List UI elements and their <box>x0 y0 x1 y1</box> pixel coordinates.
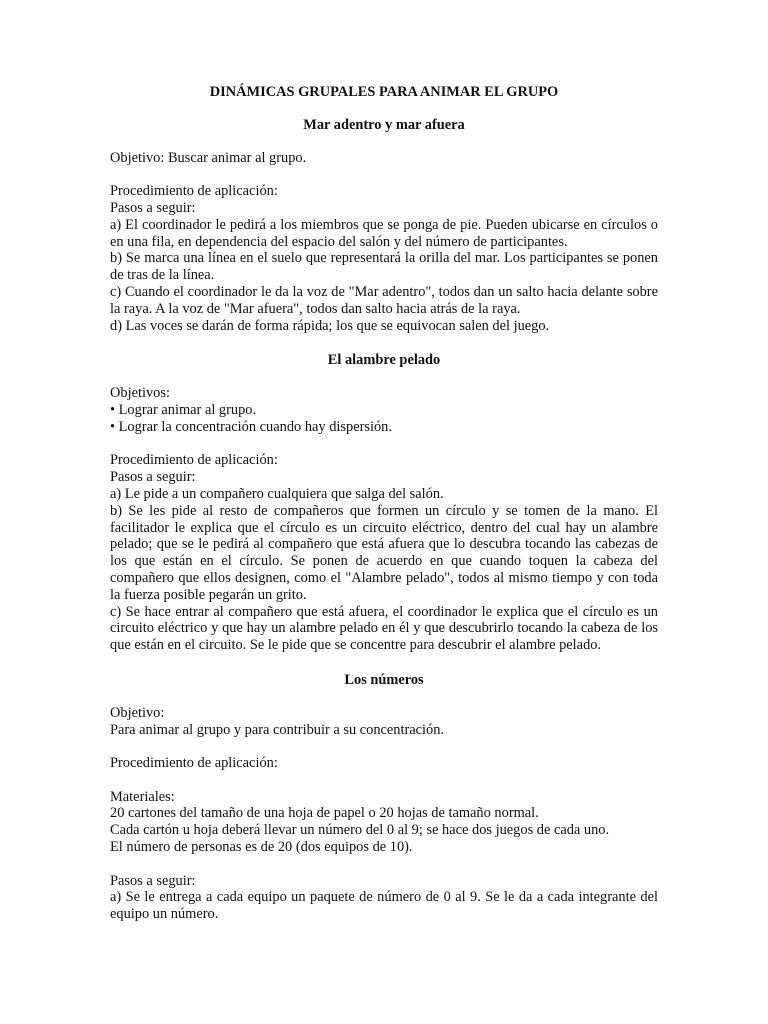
spacer <box>110 772 658 789</box>
spacer <box>110 856 658 873</box>
material-item: Cada cartón u hoja deberá llevar un número del 0 al 9; se hace dos juegos de cada uno. <box>110 822 610 839</box>
objective-bullet: • Lograr animar al grupo. <box>110 402 658 419</box>
objective-text: Objetivo: Buscar animar al grupo. <box>110 149 307 166</box>
material-item: 20 cartones del tamaño de una hoja de papel o 20 hojas de tamaño normal. <box>110 805 539 822</box>
material-item: El número de personas es de 20 (dos equipos de 10). <box>110 839 413 856</box>
step-item: d) Las voces se darán de forma rápida; los que se equivocan salen del juego. <box>110 317 550 334</box>
spacer <box>110 166 658 183</box>
materials-label: Materiales: <box>110 788 175 805</box>
document-title: DINÁMICAS GRUPALES PARA ANIMAR EL GRUPO <box>209 84 559 100</box>
step-item: a) El coordinador le pedirá a los miembros que se ponga de pie. Pueden ubicarse en círculos o en una fila, en dependencia del espacio del salón y del número de participantes. <box>110 216 658 250</box>
steps-label: Pasos a seguir: <box>110 469 196 486</box>
objective-text: Para animar al grupo y para contribuir a su concentración. <box>110 721 445 738</box>
step-item: c) Cuando el coordinador le da la voz de "Mar adentro", todos dan un salto hacia delante sobre la raya. A la voz de "Mar afuera", todos dan salto hacia atrás de la raya. <box>110 283 658 317</box>
step-item: c) Se hace entrar al compañero que está afuera, el coordinador le explica que el círculo es un circuito eléctrico y que hay un alambre pelado en él y que descubrirlo tocando la cabeza de los que están en el circuito. Se le pide que se concentre para descubrir el alambre pelado. <box>110 603 658 654</box>
section-heading: Mar adentro y mar afuera <box>303 116 465 133</box>
objective-bullet: • Lograr la concentración cuando hay dispersión. <box>110 419 658 436</box>
step-item: a) Le pide a un compañero cualquiera que salga del salón. <box>110 485 444 502</box>
document-body <box>110 84 658 923</box>
step-item: b) Se marca una línea en el suelo que representará la orilla del mar. Los participantes se ponen de tras de la línea. <box>110 250 658 284</box>
procedure-label: Procedimiento de aplicación: <box>110 755 278 772</box>
steps-label: Pasos a seguir: <box>110 872 196 889</box>
step-item: a) Se le entrega a cada equipo un paquete de número de 0 al 9. Se le da a cada integrante del equipo un número. <box>110 889 658 923</box>
section-heading: Los números <box>344 671 424 688</box>
spacer <box>110 738 658 755</box>
section-heading: El alambre pelado <box>327 352 441 369</box>
step-item: b) Se les pide al resto de compañeros que formen un círculo y se tomen de la mano. El facilitador le explica que el círculo es un circuito eléctrico, dentro del cual hay un alambre pelado; que se le pedirá al compañero que está afuera que lo descubra tocando las cabezas de los que están en el círculo. Se ponen de acuerdo en que cuando toquen la cabeza del compañero que ellos designen, como el "Alambre pelado", todos al mismo tiempo y con toda la fuerza posible pegarán un grito. <box>110 502 658 603</box>
objective-label: Objetivo: <box>110 704 165 721</box>
procedure-label: Procedimiento de aplicación: <box>110 183 278 200</box>
objectives-label: Objetivos: <box>110 385 170 402</box>
spacer <box>110 436 658 453</box>
steps-label: Pasos a seguir: <box>110 199 196 216</box>
procedure-label: Procedimiento de aplicación: <box>110 452 278 469</box>
